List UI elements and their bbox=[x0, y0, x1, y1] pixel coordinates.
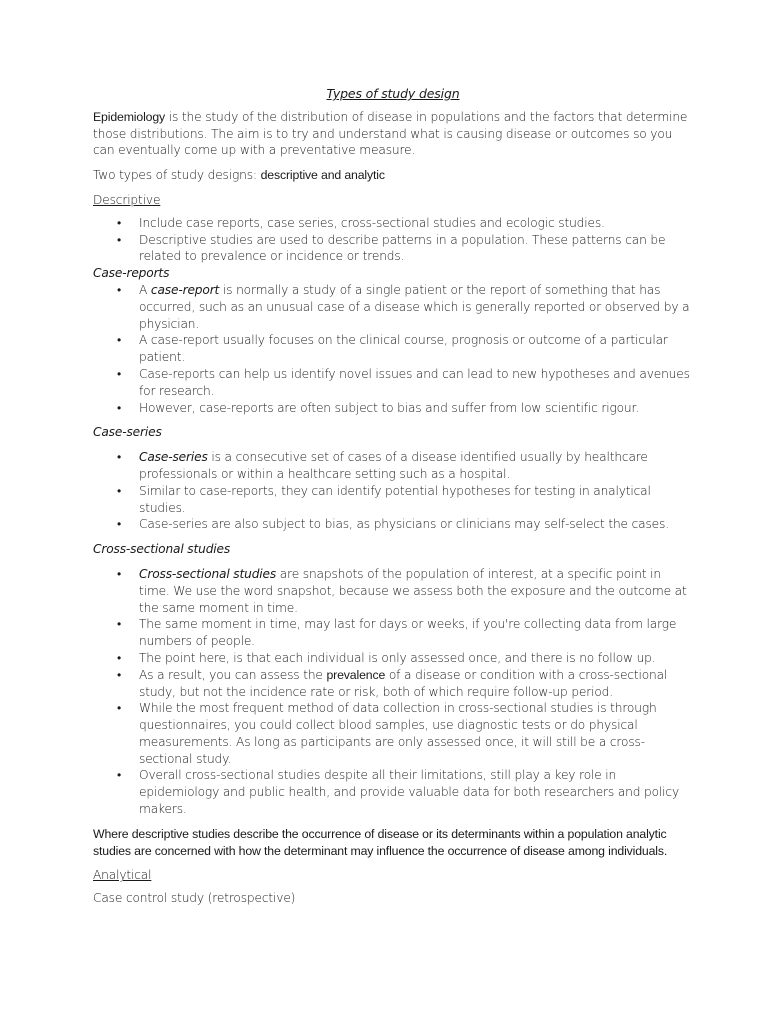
list-item: • A case-report usually focuses on the clinical course, prognosis or outcome of a particular patient. bbox=[93, 332, 693, 366]
list-item: • The point here, is that each individual is only assessed once, and there is no follow up. bbox=[93, 650, 693, 667]
case-report-term: case-report bbox=[150, 282, 220, 297]
intro-paragraph bbox=[93, 109, 693, 159]
list-item bbox=[93, 449, 693, 483]
two-types-value: descriptive and analytic bbox=[260, 168, 385, 183]
item-text: is a consecutive set of cases of a disease identified usually by healthcare professionals or within a healthcare setting such as a hospital. bbox=[139, 450, 648, 481]
analytical-heading: Analytical bbox=[93, 868, 152, 883]
item-text: of a disease or condition with a cross-sectional study, but not the incidence rate or risk, both of which require follow-up period. bbox=[139, 667, 668, 699]
document-title: Types of study design bbox=[326, 86, 460, 101]
descriptive-list bbox=[93, 215, 693, 265]
case-series-term: Case-series bbox=[139, 450, 208, 465]
case-reports-list bbox=[93, 282, 693, 416]
item-text: A bbox=[139, 282, 151, 297]
prevalence-term: prevalence bbox=[326, 667, 386, 682]
list-item bbox=[93, 566, 693, 616]
descriptive-heading: Descriptive bbox=[93, 192, 161, 207]
list-item: • The same moment in time, may last for days or weeks, if you're collecting data from large numbers of people. bbox=[93, 616, 693, 650]
intro-text: is the study of the distribution of disease in populations and the factors that determine those distributions. The aim is to try and understand what is causing disease or outcomes so you can eventually come up with a preventative measure. bbox=[93, 109, 688, 158]
list-item: • Similar to case-reports, they can identify potential hypotheses for testing in analytical studies. bbox=[93, 483, 693, 517]
list-item: • While the most frequent method of data collection in cross-sectional studies is through questionnaires, you could collect blood samples, use diagnostic tests or do physical measurements. As long as participants are only assessed once, it will still be a cross-sectional study. bbox=[93, 700, 693, 767]
list-item: • Case-series are also subject to bias, as physicians or clinicians may self-select the cases. bbox=[93, 516, 693, 533]
case-reports-heading: Case-reports bbox=[93, 266, 170, 281]
cross-sectional-list bbox=[93, 566, 693, 818]
list-item bbox=[93, 667, 693, 701]
item-text: is normally a study of a single patient or the report of something that has occurred, such as an unusual case of a disease which is generally reported or observed by a physician. bbox=[139, 282, 690, 331]
case-series-heading: Case-series bbox=[93, 425, 162, 440]
document-body bbox=[93, 86, 693, 913]
two-types-prefix: Two types of study designs: bbox=[93, 168, 261, 183]
list-item: • Overall cross-sectional studies despite all their limitations, still play a key role in epidemiology and public health, and provide valuable data for both researchers and policy makers. bbox=[93, 767, 693, 817]
list-item: • Include case reports, case series, cross-sectional studies and ecologic studies. bbox=[93, 215, 693, 232]
item-text: As a result, you can assess the bbox=[139, 667, 327, 682]
cross-sectional-term: Cross-sectional studies bbox=[139, 566, 277, 581]
list-item: • Descriptive studies are used to describe patterns in a population. These patterns can be related to prevalence or incidence or trends. bbox=[93, 232, 693, 266]
item-text: are snapshots of the population of interest, at a specific point in time. We use the word snapshot, because we assess both the exposure and the outcome at the same moment in time. bbox=[139, 566, 687, 615]
case-series-list bbox=[93, 449, 693, 533]
intro-term: Epidemiology bbox=[93, 109, 166, 124]
cross-sectional-heading: Cross-sectional studies bbox=[93, 542, 231, 557]
two-types-line bbox=[93, 167, 693, 184]
list-item: • Case-reports can help us identify novel issues and can lead to new hypotheses and avenues for research. bbox=[93, 366, 693, 400]
summary-paragraph: Where descriptive studies describe the occurrence of disease or its determinants within a population analytic studies are concerned with how the determinant may influence the occurrence of disease among individuals. bbox=[93, 826, 668, 858]
list-item bbox=[93, 282, 693, 332]
case-control-subheading: Case control study (retrospective) bbox=[93, 891, 296, 906]
list-item: • However, case-reports are often subject to bias and suffer from low scientific rigour. bbox=[93, 400, 693, 417]
